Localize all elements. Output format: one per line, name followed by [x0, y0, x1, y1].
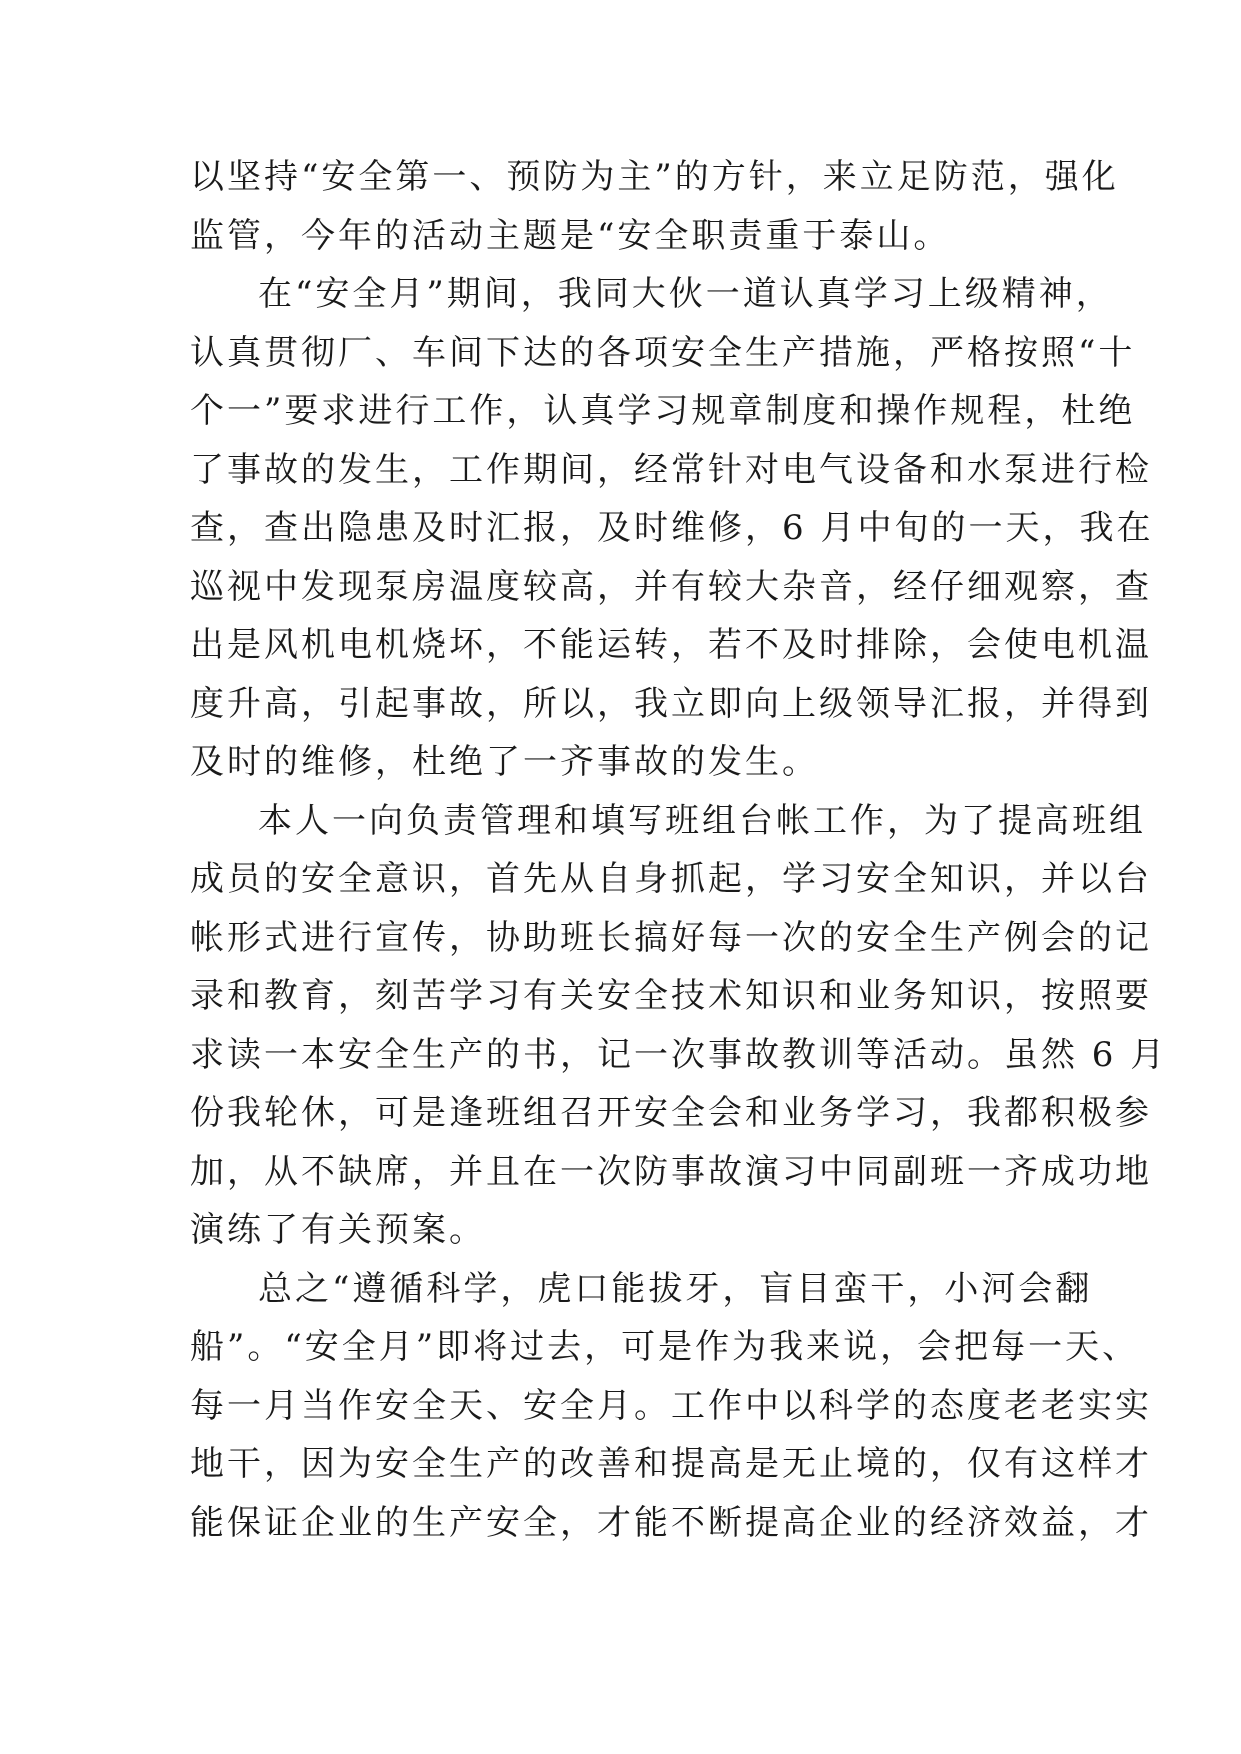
text-line: 巡视中发现泵房温度较高，并有较大杂音，经仔细观察，查	[190, 566, 1152, 607]
text-line: 以坚持“安全第一、预防为主”的方针，来立足防范，强化	[190, 157, 1119, 197]
text-line: 地干，因为安全生产的改善和提高是无止境的，仅有这样才	[190, 1444, 1152, 1484]
text-line: 每一月当作安全天、安全月。工作中以科学的态度老老实实	[190, 1385, 1152, 1426]
text-line: 船”。“安全月”即将过去，可是作为我来说，会把每一天、	[190, 1327, 1140, 1367]
text-line: 在“安全月”期间，我同大伙一道认真学习上级精神，	[258, 274, 1113, 314]
text-line: 监管，今年的活动主题是“安全职责重于泰山。	[190, 215, 951, 256]
text-line: 本人一向负责管理和填写班组台帐工作，为了提高班组	[258, 800, 1146, 841]
text-line: 份我轮休，可是逢班组召开安全会和业务学习，我都积极参	[190, 1093, 1152, 1133]
text-line: 度升高，引起事故，所以，我立即向上级领导汇报，并得到	[190, 683, 1152, 724]
text-line: 成员的安全意识，首先从自身抓起，学习安全知识，并以台	[190, 859, 1152, 899]
text-line: 认真贯彻厂、车间下达的各项安全生产措施，严格按照“十	[190, 332, 1136, 373]
text-line: 查，查出隐患及时汇报，及时维修，6 月中旬的一天，我在	[190, 508, 1154, 548]
text-line: 及时的维修，杜绝了一齐事故的发生。	[190, 742, 819, 782]
text-line: 帐形式进行宣传，协助班长搞好每一次的安全生产例会的记	[190, 917, 1152, 958]
document-body-text	[190, 148, 1168, 1552]
text-line: 个一”要求进行工作，认真学习规章制度和操作规程，杜绝	[190, 391, 1136, 431]
text-line: 出是风机电机烧坏，不能运转，若不及时排除，会使电机温	[190, 625, 1152, 665]
text-line: 求读一本安全生产的书，记一次事故教训等活动。虽然 6 月	[190, 1034, 1168, 1075]
text-line: 能保证企业的生产安全，才能不断提高企业的经济效益，才	[190, 1502, 1152, 1543]
text-line: 演练了有关预案。	[190, 1210, 486, 1250]
text-line: 了事故的发生，工作期间，经常针对电气设备和水泵进行检	[190, 449, 1152, 490]
text-line: 总之“遵循科学，虎口能拔牙，盲目蛮干，小河会翻	[258, 1268, 1093, 1309]
text-line: 录和教育，刻苦学习有关安全技术知识和业务知识，按照要	[190, 976, 1152, 1016]
text-line: 加，从不缺席，并且在一次防事故演习中同副班一齐成功地	[190, 1151, 1152, 1192]
